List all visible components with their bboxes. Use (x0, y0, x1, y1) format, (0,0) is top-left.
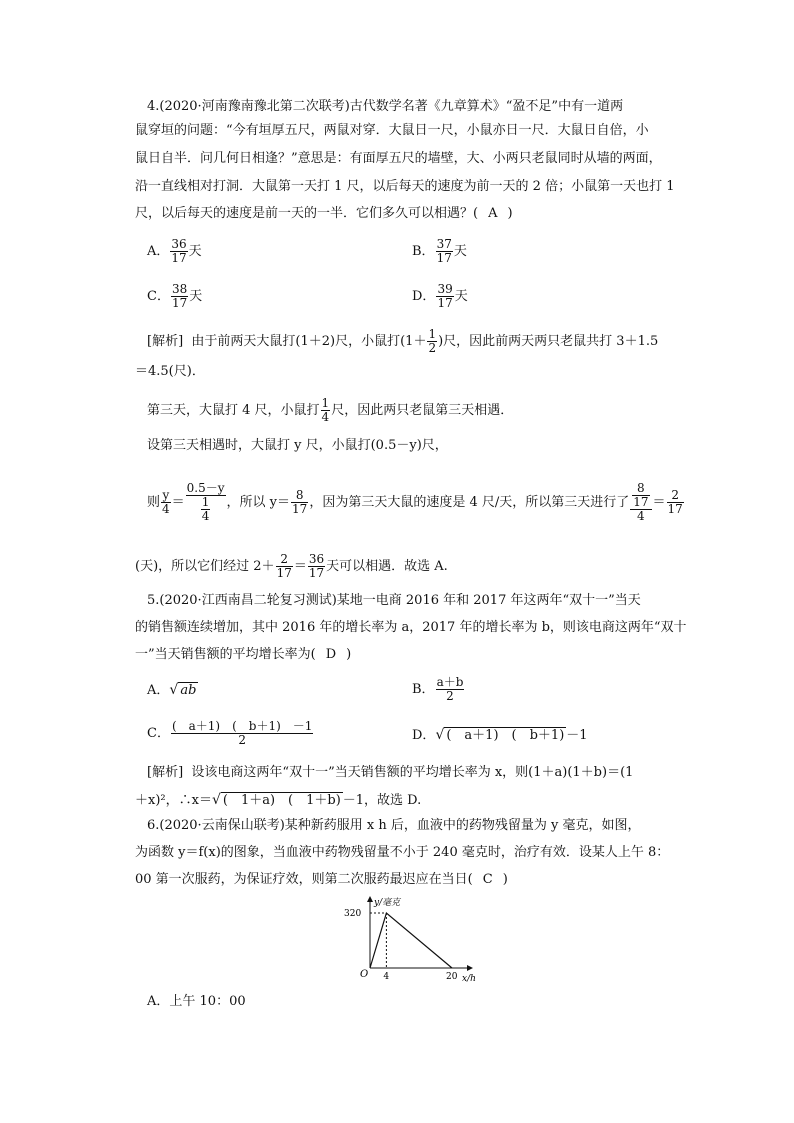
q4-source: (2020·河南豫南豫北第二次联考) (159, 99, 350, 114)
origin-label: O (360, 969, 369, 980)
q6-option-a: A．上午 10：00 (147, 994, 246, 1009)
q5-solution-line-2: ＋x)²，∴x＝√ ( 1＋a) ( 1＋b) －1，故选 D. (135, 792, 422, 808)
q4-option-c: C． $\frac{38}{17}$ 天 (147, 282, 203, 310)
y-tick-label: 320 (344, 909, 362, 919)
q5-line-3: 一”当天销售额的平均增长率为( D ) (135, 645, 351, 665)
q5-solution-line-1: [解析] 设该电商这两年“双十一”当天销售额的平均增长率为 x，则(1＋a)(1＋b)＝(1 (147, 765, 634, 780)
q6-answer: C (482, 872, 493, 887)
q5-answer: D (325, 647, 337, 662)
q5-option-c: C． $\frac{( a+1) ( b+1) -1}{2}$ (147, 719, 313, 747)
function-curve (370, 913, 452, 968)
q4-option-a: A． $\frac{36}{17}$ 天 (147, 237, 202, 265)
q5-source: (2020·江西南昌二轮复习测试) (159, 593, 337, 608)
q4-number: 4. (147, 99, 160, 114)
q6-number: 6. (147, 818, 160, 833)
y-axis-label: y/毫克 (374, 898, 401, 908)
solution-tag: [解析] (147, 765, 184, 780)
q4-line-1: 4.(2020·河南豫南豫北第二次联考)古代数学名著《九章算术》“盈不足”中有一道两 (147, 99, 624, 114)
solution-tag: [解析] (147, 334, 184, 349)
drug-residue-graph (340, 893, 490, 985)
x-tick-label-2: 20 (446, 972, 458, 982)
q5-number: 5. (147, 593, 160, 608)
q4-line-2: 鼠穿垣的问题：“今有垣厚五尺，两鼠对穿．大鼠日一尺，小鼠亦日一尺．大鼠日自倍，小 (135, 123, 649, 138)
q4-answer: A (488, 206, 498, 221)
q5-option-a: A．√ ab (147, 682, 197, 698)
q4-solution-line-4: 设第三天相遇时，大鼠打 y 尺，小鼠打(0.5－y)尺， (147, 438, 448, 453)
q4-line-5: 尺，以后每天的速度是前一天的一半．它们多久可以相遇？( A ) (135, 204, 513, 224)
q6-line-2: 为函数 y＝f(x)的图象，当血液中药物残留量不小于 240 毫克时，治疗有效．设某人上午 8： (135, 845, 670, 860)
q4-line-4: 沿一直线相对打洞．大鼠第一天打 1 尺，以后每天的速度为前一天的 2 倍；小鼠第一天也打 1 (135, 179, 675, 194)
x-tick-label-1: 4 (383, 972, 390, 982)
q5-option-d: D．√ ( a＋1) ( b＋1) －1 (412, 727, 588, 743)
q4-solution-line-1: [解析] 由于前两天大鼠打(1＋2)尺，小鼠打(1＋ $\frac{1}{2}$ )尺，因此前两天两只老鼠共打 3＋1.5 (147, 327, 659, 355)
q5-option-b: B． $\frac{a+b}{2}$ (412, 675, 464, 703)
q4-option-d: D． $\frac{39}{17}$ 天 (412, 282, 468, 310)
x-axis-label: x/h (462, 974, 476, 984)
q4-solution-line-2: ＝4.5(尺)． (135, 364, 205, 379)
q4-solution-line-3: 第三天，大鼠打 4 尺，小鼠打 $\frac{1}{4}$ 尺，因此两只老鼠第三天相遇． (147, 396, 514, 424)
q6-source: (2020·云南保山联考) (159, 818, 285, 833)
q5-line-1: 5.(2020·江西南昌二轮复习测试)某地一电商 2016 年和 2017 年这两年“双十一”当天 (147, 593, 641, 608)
q4-line-3: 鼠日自半．问几何日相逢？”意思是：有面厚五尺的墙壁，大、小两只老鼠同时从墙的两面， (135, 151, 662, 166)
q4-solution-line-5: 则 $\frac{y}{4}$ ＝ $\frac{0.5-y}{\frac{1}{4}}$ ，所以 y＝ $\frac{8}{17}$ ，因为第三天大鼠的速度是 4 尺/天，所以第三天进行了 $\frac{\frac{8}{17}}{4}$ ＝ $\frac{2}{17}$ (147, 481, 683, 523)
q5-line-2: 的销售额连续增加，其中 2016 年的增长率为 a，2017 年的增长率为 b，则该电商这两年“双十 (135, 620, 687, 635)
q6-line-1: 6.(2020·云南保山联考)某种新药服用 x h 后，血液中的药物残留量为 y 毫克，如图， (147, 818, 641, 833)
q4-solution-line-6: (天)，所以它们经过 2＋ $\frac{2}{17}$ ＝ $\frac{36}{17}$ 天可以相遇．故选 A. (135, 552, 448, 580)
q6-line-3: 00 第一次服药，为保证疗效，则第二次服药最迟应在当日( C ) (135, 870, 508, 890)
q4-option-b: B． $\frac{37}{17}$ 天 (412, 237, 467, 265)
